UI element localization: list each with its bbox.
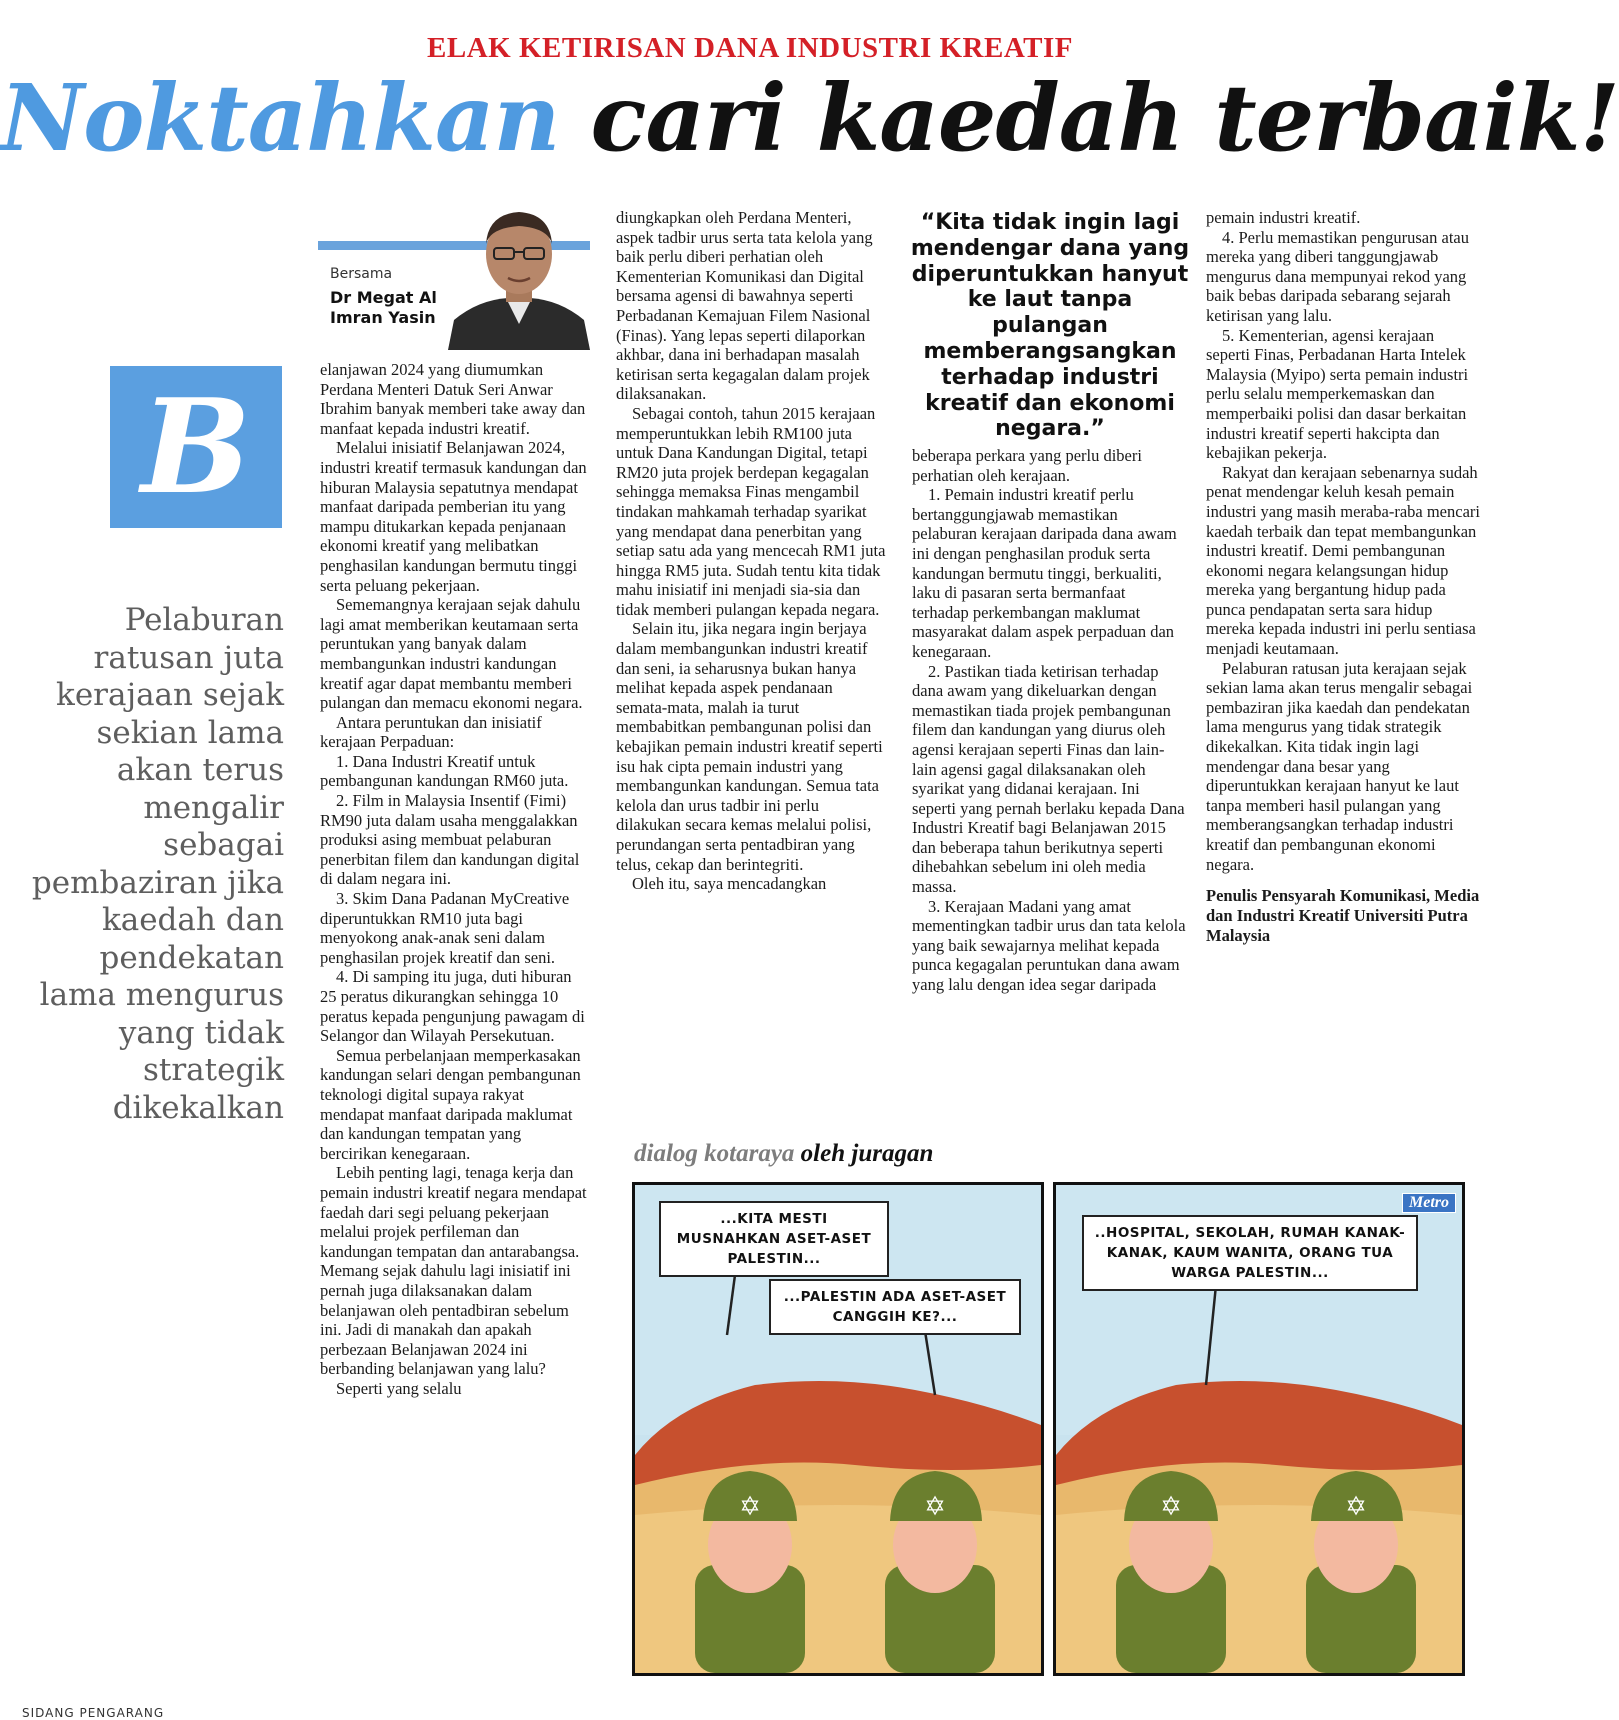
paragraph: diungkapkan oleh Perdana Menteri, aspek tadbir urus serta tata kelola yang baik perlu diberi perhatian oleh Kementerian Komunikasi dan Digital bersama agensi di bawahnya seperti Perbadanan Kemajuan Filem Nasional (Finas). Yang lepas seperti dilaporkan akhbar, dana ini berhadapan masalah ketirisan serta kegagalan dalam projek dilaksanakan.	[616, 208, 873, 404]
paragraph: 1. Dana Industri Kreatif untuk pembangunan kandungan RM60 juta.	[320, 751, 569, 791]
svg-text:✡: ✡	[924, 1492, 946, 1522]
svg-text:✡: ✡	[1160, 1492, 1182, 1522]
paragraph: pemain industri kreatif.	[1206, 208, 1361, 227]
paragraph: beberapa perkara yang perlu diberi perhatian oleh kerajaan.	[912, 446, 1142, 485]
highlight-quote: “Kita tidak ingin lagi mendengar dana yang diperuntukkan hanyut ke laut tanpa pulangan memberangsangkan terhadap industri kreatif dan ekonomi negara.”	[910, 210, 1190, 442]
paragraph: Selain itu, jika negara ingin berjaya dalam membangunkan industri kreatif dan seni, ia seharusnya bukan hanya melihat kepada aspek pendanaan semata-mata, malah ia turut membabitkan pembangunan polisi dan kebajikan pemain industri kreatif seperti isu hak cipta pemain industri yang membangunkan kandungan. Semua tata kelola dan urus tadbir ini perlu dilakukan secara kemas melalui polisi, perundangan serta pentadbiran yang telus, cekap dan berintegriti.	[616, 619, 883, 874]
cartoon-author: oleh juragan	[800, 1140, 934, 1167]
soldier-left	[695, 1471, 805, 1673]
cartoon-panel-2	[1053, 1182, 1465, 1676]
soldier-right	[1306, 1471, 1416, 1673]
headline	[0, 64, 1619, 172]
soldier-right	[885, 1471, 995, 1673]
paragraph: 3. Skim Dana Padanan MyCreative diperuntukkan RM10 juta bagi menyokong anak-anak seni dalam penghasilan projek kreatif dan seni.	[320, 889, 570, 967]
headline-part2: cari kaedah terbaik!	[590, 64, 1619, 172]
metro-logo: Metro	[1402, 1193, 1456, 1213]
paragraph: Sememangnya kerajaan sejak dahulu lagi amat memberikan keutamaan serta peruntukan yang banyak dalam membangunkan industri kandungan kreatif agar dapat membantu memberi pulangan dan memacu ekonomi negara.	[320, 595, 583, 713]
paragraph: Rakyat dan kerajaan sebenarnya sudah penat mendengar keluh kesah pemain industri yang masih meraba-raba mencari kaedah terbaik dan tepat membangunkan industri kreatif. Demi pembangunan ekonomi negara kelangsungan hidup mereka yang bergantung hidup pada punca pendapatan serta sara hidup mereka kepada industri ini perlu sentiasa menjadi keutamaan.	[1206, 462, 1480, 659]
paragraph: Melalui inisiatif Belanjawan 2024, industri kreatif termasuk kandungan dan hiburan Malaysia sepatutnya mendapat manfaat daripada pemberian itu yang mampu ditukarkan kepada penjanaan ekonomi kreatif yang melibatkan penghasilan kandungan bermutu tinggi serta peluang pekerjaan.	[320, 438, 587, 595]
paragraph: Antara peruntukan dan inisiatif kerajaan Perpaduan:	[320, 712, 542, 752]
column-3	[912, 446, 1186, 1106]
speech-bubble-2: ...PALESTIN ADA ASET-ASET CANGGIH KE?...	[769, 1279, 1021, 1335]
author-signature: Penulis Pensyarah Komunikasi, Media dan Industri Kreatif Universiti Putra Malaysia	[1206, 886, 1480, 946]
paragraph: 2. Film in Malaysia Insentif (Fimi) RM90 juta dalam usaha menggalakkan produksi asing membuat pelaburan penerbitan filem dan kandungan digital di dalam negara ini.	[320, 791, 580, 889]
pull-quote: Pelaburan ratusan juta kerajaan sejak sekian lama akan terus mengalir sebagai pembaziran jika kaedah dan pendekatan lama mengurus yang tidak strategik dikekalkan	[31, 602, 284, 1126]
paragraph: 3. Kerajaan Madani yang amat mementingkan tadbir urus dan tata kelola yang baik sewajarnya melihat kepada punca kegagalan peruntukan dana awam yang lalu dengan idea segar daripada	[912, 896, 1186, 995]
column-4	[1206, 208, 1480, 1054]
headline-part1: Noktahkan	[0, 64, 560, 172]
byline	[318, 236, 590, 350]
drop-cap: B	[110, 366, 282, 528]
paragraph: 4. Di samping itu juga, duti hiburan 25 peratus dikurangkan sehingga 10 peratus kepada pengunjung pawagam di Selangor dan Wilayah Persekutuan.	[320, 967, 585, 1046]
cartoon-panel-1	[632, 1182, 1044, 1676]
paragraph: Semua perbelanjaan memperkasakan kandungan selari dengan pembangunan teknologi digital supaya rakyat mendapat manfaat daripada maklumat dan kandungan tempatan yang bercirikan kenegaraan.	[320, 1045, 581, 1163]
author-name: Dr Megat Al Imran Yasin	[330, 288, 437, 327]
paragraph: 2. Pastikan tiada ketirisan terhadap dana awam yang dikeluarkan dengan memastikan tiada projek pembangunan filem dan kandungan yang diurus oleh agensi kerajaan seperti Finas dan lain-lain agensi gagal dilaksanakan oleh syarikat yang didanai kerajaan. Ini seperti yang pernah berlaku kepada Dana Industri Kreatif bagi Belanjawan 2015 dan beberapa tahun berikutnya seperti dihebahkan sebelum ini oleh media massa.	[912, 661, 1185, 897]
svg-text:✡: ✡	[1345, 1492, 1367, 1522]
author-photo	[448, 204, 590, 350]
kicker: ELAK KETIRISAN DANA INDUSTRI KREATIF	[427, 32, 1073, 64]
soldier-left	[1116, 1471, 1226, 1673]
svg-text:✡: ✡	[739, 1492, 761, 1522]
paragraph: Seperti yang selalu	[336, 1378, 462, 1398]
paragraph: 4. Perlu memastikan pengurusan atau mereka yang diberi tanggungjawab mengurus dana mempunyai rekod yang baik bebas daripada sebarang sejarah ketirisan yang lalu.	[1206, 227, 1469, 325]
column-2	[616, 208, 888, 1106]
speech-bubble-3: ..HOSPITAL, SEKOLAH, RUMAH KANAK-KANAK, KAUM WANITA, ORANG TUA WARGA PALESTIN...	[1082, 1215, 1418, 1291]
paragraph: Oleh itu, saya mencadangkan	[632, 874, 827, 894]
paragraph: Pelaburan ratusan juta kerajaan sejak sekian lama akan terus mengalir sebagai pembaziran jika kaedah dan pendekatan lama mengurus yang tidak strategik dikekalkan. Kita tidak ingin lagi mendengar dana besar yang diperuntukkan kerajaan hanyut ke laut tanpa memberi hasil pulangan yang memberangsangkan terhadap industri kreatif dan pembangunan ekonomi negara.	[1206, 658, 1473, 874]
paragraph: Sebagai contoh, tahun 2015 kerajaan memperuntukkan lebih RM100 juta untuk Dana Kandungan Digital, tetapi RM20 juta projek berdepan kegagalan sehingga memaksa Finas mengambil tindakan mahkamah terhadap syarikat yang mendapat dana penerbitan yang setiap satu ada yang mencecah RM1 juta hingga RM5 juta. Sudah tentu kita tidak mahu inisiatif ini menjadi sia-sia dan tidak memberi pulangan kepada negara.	[616, 403, 886, 619]
column-1	[320, 360, 592, 1696]
paragraph: 1. Pemain industri kreatif perlu bertanggungjawab memastikan pelaburan kerajaan daripada dana awam ini dengan penghasilan produk serta kandungan bermutu tinggi, berkualiti, laku di pasaran serta bermanfaat terhadap perkembangan maklumat masyarakat dalam aspek perpaduan dan kenegaraan.	[912, 485, 1177, 661]
footer-label: SIDANG PENGARANG	[22, 1706, 165, 1720]
paragraph: elanjawan 2024 yang diumumkan Perdana Menteri Datuk Seri Anwar Ibrahim banyak memberi take away dan manfaat kepada industri kreatif.	[320, 360, 586, 438]
paragraph: 5. Kementerian, agensi kerajaan seperti Finas, Perbadanan Harta Intelek Malaysia (Myipo) serta pemain industri perlu selalu memperkemaskan dan memperbaiki polisi dan dasar berkaitan industri kreatif seperti hakcipta dan kebajikan pekerja.	[1206, 325, 1469, 463]
cartoon-series: dialog kotaraya	[634, 1140, 795, 1167]
speech-bubble-1: ...KITA MESTI MUSNAHKAN ASET-ASET PALESTIN...	[659, 1201, 889, 1277]
byline-prefix: Bersama	[330, 266, 393, 282]
cartoon-title	[634, 1140, 933, 1168]
paragraph: Lebih penting lagi, tenaga kerja dan pemain industri kreatif negara mendapat faedah dari segi peluang pekerjaan melalui projek perfileman dan kandungan tempatan dan antarabangsa. Memang sejak dahulu lagi inisiatif ini pernah juga dilaksanakan dalam belanjawan oleh pentadbiran sebelum ini. Jadi di manakah dan apakah perbezaan Belanjawan 2024 ini berbanding belanjawan yang lalu?	[320, 1163, 587, 1379]
